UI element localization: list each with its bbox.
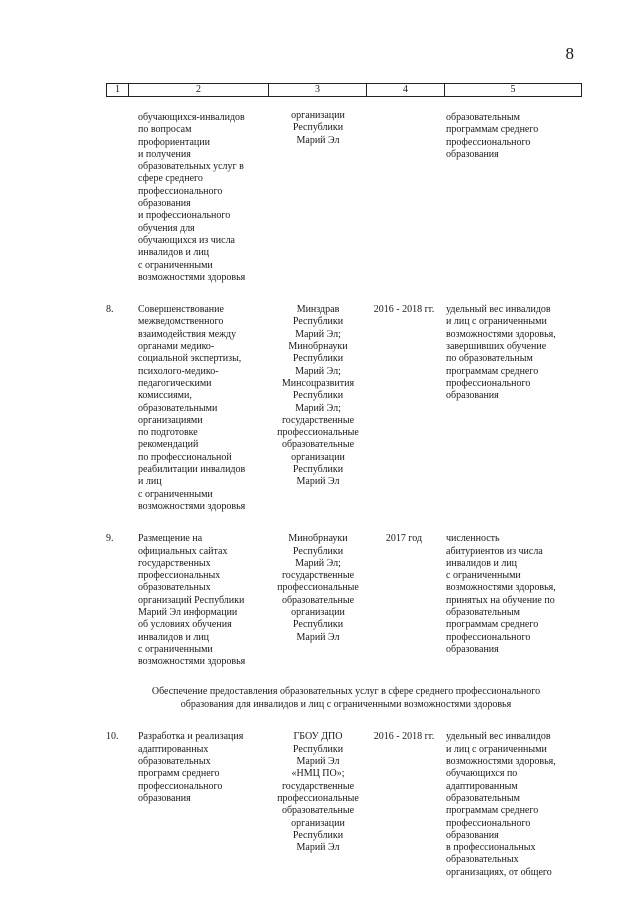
cell-line: образовательными bbox=[138, 402, 218, 414]
cell-line: Республики bbox=[292, 316, 344, 328]
cell-line: реабилитации инвалидов bbox=[138, 464, 246, 476]
cell-line: межведомственного bbox=[138, 316, 224, 328]
measure-cell bbox=[138, 112, 262, 284]
page-number: 8 bbox=[565, 44, 574, 63]
cell-line: удельный вес инвалидов bbox=[446, 304, 551, 316]
cell-line: абитуриентов из числа bbox=[446, 545, 543, 557]
cell-line: профориентации bbox=[138, 136, 210, 148]
cell-line: возможностями здоровья, bbox=[446, 756, 556, 768]
cell-line: обучающихся-инвалидов bbox=[138, 112, 245, 123]
cell-line: рекомендаций bbox=[138, 439, 199, 451]
cell-line: профессиональные bbox=[277, 792, 359, 804]
cell-line: профессионального bbox=[138, 780, 223, 792]
cell-line: Размещение на bbox=[138, 533, 203, 545]
cell-line: ГБОУ ДПО bbox=[293, 731, 343, 743]
cell-line: программам среднего bbox=[446, 619, 539, 631]
cell-line: Минсоцразвития bbox=[281, 377, 355, 389]
indicator-cell bbox=[446, 533, 582, 668]
cell-line: с ограниченными bbox=[138, 488, 213, 500]
cell-line: по профессиональной bbox=[138, 451, 232, 463]
cell-line: возможностями здоровья, bbox=[446, 328, 556, 340]
row-number: 9. bbox=[106, 533, 114, 545]
cell-line: обучающихся по bbox=[446, 768, 518, 780]
period-cell: 2017 год bbox=[385, 533, 423, 545]
table-body bbox=[106, 100, 582, 879]
period-cell: 2016 - 2018 гг. bbox=[373, 304, 435, 316]
measure-cell bbox=[138, 731, 262, 879]
cell-line: образования bbox=[446, 148, 499, 160]
cell-line: возможностями здоровья bbox=[138, 271, 246, 283]
cell-line: организации bbox=[291, 817, 345, 829]
cell-line: образовательным bbox=[446, 112, 520, 123]
cell-line: образовательных bbox=[138, 582, 211, 594]
cell-line: обучающихся из числа bbox=[138, 234, 235, 246]
cell-line: Минобрнауки bbox=[288, 533, 348, 545]
cell-line: Марий Эл bbox=[296, 756, 340, 768]
cell-line: Республики bbox=[292, 619, 344, 631]
cell-line: с ограниченными bbox=[446, 570, 521, 582]
cell-line: Разработка и реализация bbox=[138, 731, 244, 743]
cell-line: организации bbox=[291, 451, 345, 463]
cell-line: педагогическими bbox=[138, 377, 212, 389]
cell-line: Марий Эл bbox=[296, 134, 340, 146]
table-row bbox=[106, 731, 582, 879]
indicator-cell bbox=[446, 112, 582, 284]
cell-line: профессионального bbox=[446, 136, 531, 148]
cell-line: по образовательным bbox=[446, 353, 533, 365]
indicator-cell bbox=[446, 731, 582, 879]
cell-line: завершивших обучение bbox=[446, 341, 547, 353]
cell-line: с ограниченными bbox=[138, 643, 213, 655]
cell-line: образования bbox=[446, 829, 499, 841]
section-heading-line: Обеспечение предоставления образовательных услуг в сфере среднего профессионального bbox=[151, 686, 541, 698]
cell-line: государственные bbox=[281, 570, 355, 582]
cell-line: инвалидов и лиц bbox=[446, 557, 518, 569]
cell-line: образования bbox=[138, 792, 191, 804]
cell-line: психолого-медико- bbox=[138, 365, 219, 377]
header-col-4: 4 bbox=[367, 84, 445, 96]
cell-line: возможностями здоровья bbox=[138, 656, 246, 668]
cell-line: организациях, от общего bbox=[446, 866, 552, 878]
indicator-cell bbox=[446, 304, 582, 513]
cell-line: и лиц с ограниченными bbox=[446, 743, 547, 755]
cell-line: Марий Эл; bbox=[295, 557, 341, 569]
cell-line: инвалидов и лиц bbox=[138, 247, 210, 259]
cell-line: профессиональные bbox=[277, 427, 359, 439]
cell-line: социальной экспертизы, bbox=[138, 353, 242, 365]
cell-line: адаптированных bbox=[138, 743, 209, 755]
cell-line: и профессионального bbox=[138, 210, 231, 222]
section-heading-line: образования для инвалидов и лиц с ограниченными возможностями здоровья bbox=[180, 698, 512, 710]
measure-cell bbox=[138, 533, 262, 668]
cell-line: государственные bbox=[281, 780, 355, 792]
cell-line: Минобрнауки bbox=[288, 341, 348, 353]
measure-cell bbox=[138, 304, 262, 513]
cell-line: Минздрав bbox=[296, 304, 340, 316]
cell-line: инвалидов и лиц bbox=[138, 631, 210, 643]
cell-line: об условиях обучения bbox=[138, 619, 232, 631]
cell-line: адаптированным bbox=[446, 780, 518, 792]
cell-line: Республики bbox=[292, 545, 344, 557]
cell-line: образовательных услуг в bbox=[138, 161, 244, 173]
header-col-2: 2 bbox=[129, 84, 269, 96]
executors-cell bbox=[270, 533, 366, 668]
cell-line: Марий Эл bbox=[296, 631, 340, 643]
cell-line: Марий Эл; bbox=[295, 402, 341, 414]
cell-line: Республики bbox=[292, 122, 344, 134]
cell-line: комиссиями, bbox=[138, 390, 192, 402]
cell-line: профессионального bbox=[138, 185, 223, 197]
cell-line: сфере среднего bbox=[138, 173, 203, 185]
cell-line: по вопросам bbox=[138, 124, 192, 136]
executors-cell bbox=[270, 304, 366, 513]
period-cell: 2016 - 2018 гг. bbox=[373, 731, 435, 743]
cell-line: и лиц с ограниченными bbox=[446, 316, 547, 328]
cell-line: программ среднего bbox=[138, 768, 220, 780]
cell-line: профессионального bbox=[446, 817, 531, 829]
cell-line: Республики bbox=[292, 390, 344, 402]
executors-cell bbox=[270, 731, 366, 879]
cell-line: Республики bbox=[292, 743, 344, 755]
cell-line: в профессиональных bbox=[446, 842, 536, 854]
cell-line: образовательных bbox=[138, 756, 211, 768]
cell-line: Марий Эл; bbox=[295, 365, 341, 377]
cell-line: Марий Эл информации bbox=[138, 606, 238, 618]
cell-line: Республики bbox=[292, 353, 344, 365]
cell-line: Республики bbox=[292, 829, 344, 841]
table-row bbox=[106, 533, 582, 668]
cell-line: образования bbox=[446, 390, 499, 402]
cell-line: организации bbox=[291, 110, 345, 121]
cell-line: принятых на обучение по bbox=[446, 594, 555, 606]
row-number: 10. bbox=[106, 731, 119, 743]
cell-line: профессиональных bbox=[138, 570, 221, 582]
cell-line: возможностями здоровья, bbox=[446, 582, 556, 594]
cell-line: образования bbox=[138, 198, 191, 210]
cell-line: численность bbox=[446, 533, 500, 545]
cell-line: Марий Эл bbox=[296, 842, 340, 854]
cell-line: Совершенствование bbox=[138, 304, 224, 316]
period-cell bbox=[366, 112, 442, 284]
row-number: 8. bbox=[106, 304, 114, 316]
cell-line: удельный вес инвалидов bbox=[446, 731, 551, 743]
header-col-3: 3 bbox=[269, 84, 367, 96]
cell-line: образования bbox=[446, 643, 499, 655]
section-heading bbox=[96, 686, 596, 711]
cell-line: официальных сайтах bbox=[138, 545, 228, 557]
cell-line: образовательным bbox=[446, 606, 520, 618]
cell-line: профессионального bbox=[446, 377, 531, 389]
table-row bbox=[106, 304, 582, 513]
cell-line: органами медико- bbox=[138, 341, 215, 353]
cell-line: государственные bbox=[281, 414, 355, 426]
header-col-5: 5 bbox=[510, 84, 516, 95]
cell-line: взаимодействия между bbox=[138, 328, 237, 340]
cell-line: программам среднего bbox=[446, 365, 539, 377]
cell-line: государственных bbox=[138, 557, 211, 569]
cell-line: возможностями здоровья bbox=[138, 500, 246, 512]
cell-line: образовательные bbox=[281, 805, 355, 817]
cell-line: и лиц bbox=[138, 476, 162, 488]
cell-line: образовательным bbox=[446, 792, 520, 804]
cell-line: профессиональные bbox=[277, 582, 359, 594]
cell-line: с ограниченными bbox=[138, 259, 213, 271]
cell-line: образовательные bbox=[281, 594, 355, 606]
table-row bbox=[106, 112, 582, 284]
cell-line: профессионального bbox=[446, 631, 531, 643]
cell-line: программам среднего bbox=[446, 805, 539, 817]
cell-line: Марий Эл; bbox=[295, 328, 341, 340]
cell-line: организации bbox=[291, 606, 345, 618]
cell-line: обучения для bbox=[138, 222, 195, 234]
cell-line: образовательных bbox=[446, 854, 519, 866]
cell-line: Республики bbox=[292, 464, 344, 476]
cell-line: организациями bbox=[138, 414, 203, 426]
row-number bbox=[106, 112, 128, 284]
cell-line: «НМЦ ПО»; bbox=[291, 768, 345, 780]
table-header-row bbox=[106, 83, 582, 97]
cell-line: и получения bbox=[138, 148, 191, 160]
executors-cell bbox=[270, 110, 366, 284]
cell-line: по подготовке bbox=[138, 427, 198, 439]
cell-line: образовательные bbox=[281, 439, 355, 451]
cell-line: Марий Эл bbox=[296, 476, 340, 488]
cell-line: организаций Республики bbox=[138, 594, 245, 606]
header-col-1: 1 bbox=[107, 84, 129, 96]
cell-line: программам среднего bbox=[446, 124, 539, 136]
